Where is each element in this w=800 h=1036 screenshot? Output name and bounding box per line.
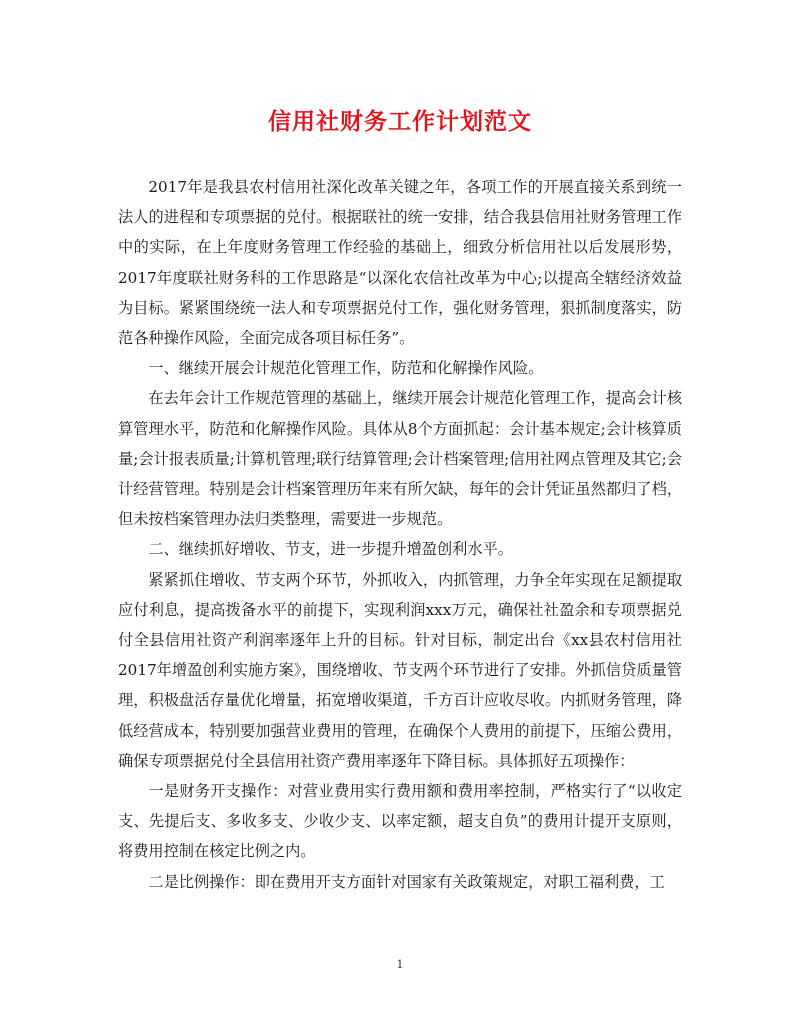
section-heading-1: 一、继续开展会计规范化管理工作，防范和化解操作风险。 — [148, 359, 544, 378]
paragraph-item-1: 一是财务开支操作：对营业费用实行费用额和费用率控制，严格实行了“以收定支、先提后支、多收多支、少收少支、以率定额，超支自负”的费用计提开支原则，将费用控制在核定比例之内。 — [118, 782, 682, 861]
paragraph-section-2: 紧紧抓住增收、节支两个环节，外抓收入，内抓管理，力争全年实现在足额提取应付利息，提高拨备水平的前提下，实现利润xxx万元，确保社社盈余和专项票据兑付全县信用社资产利润率逐年上升的目标。针对目标，制定出台《xx县农村信用社2017年增盈创利实施方案》，围绕增收、节支两个环节进行了安排。外抓信贷质量管理，积极盘活存量优化增量，拓宽增收渠道，千方百计应收尽收。内抓财务管理，降低经营成本，特别要加强营业费用的管理，在确保个人费用的前提下，压缩公费用，确保专项票据兑付全县信用社资产费用率逐年下降目标。具体抓好五项操作： — [118, 570, 682, 770]
paragraph-section-1: 在去年会计工作规范管理的基础上，继续开展会计规范化管理工作，提高会计核算管理水平，防范和化解操作风险。具体从8个方面抓起：会计基本规定;会计核算质量;会计报表质量;计算机管理;联行结算管理;会计档案管理;信用社网点管理及其它;会计经营管理。特别是会计档案管理历年来有所欠缺，每年的会计凭证虽然都归了档，但未按档案管理办法归类整理，需要进一步规范。 — [118, 389, 682, 529]
paragraph-intro: 2017年是我县农村信用社深化改革关键之年，各项工作的开展直接关系到统一法人的进程和专项票据的兑付。根据联社的统一安排，结合我县信用社财务管理工作中的实际，在上年度财务管理工作经验的基础上，细致分析信用社以后发展形势，2017年度联社财务科的工作思路是“以深化农信社改革为中心;以提高全辖经济效益为目标。紧紧围绕统一法人和专项票据兑付工作，强化财务管理，狠抓制度落实，防范各种操作风险，全面完成各项目标任务”。 — [118, 178, 682, 348]
section-heading-2: 二、继续抓好增收、节支，进一步提升增盈创利水平。 — [148, 540, 513, 559]
document-body — [118, 172, 682, 897]
paragraph-item-2: 二是比例操作：即在费用开支方面针对国家有关政策规定，对职工福利费，工 — [148, 872, 665, 891]
page-number: 1 — [396, 958, 404, 971]
document-title: 信用社财务工作计划范文 — [268, 109, 532, 135]
